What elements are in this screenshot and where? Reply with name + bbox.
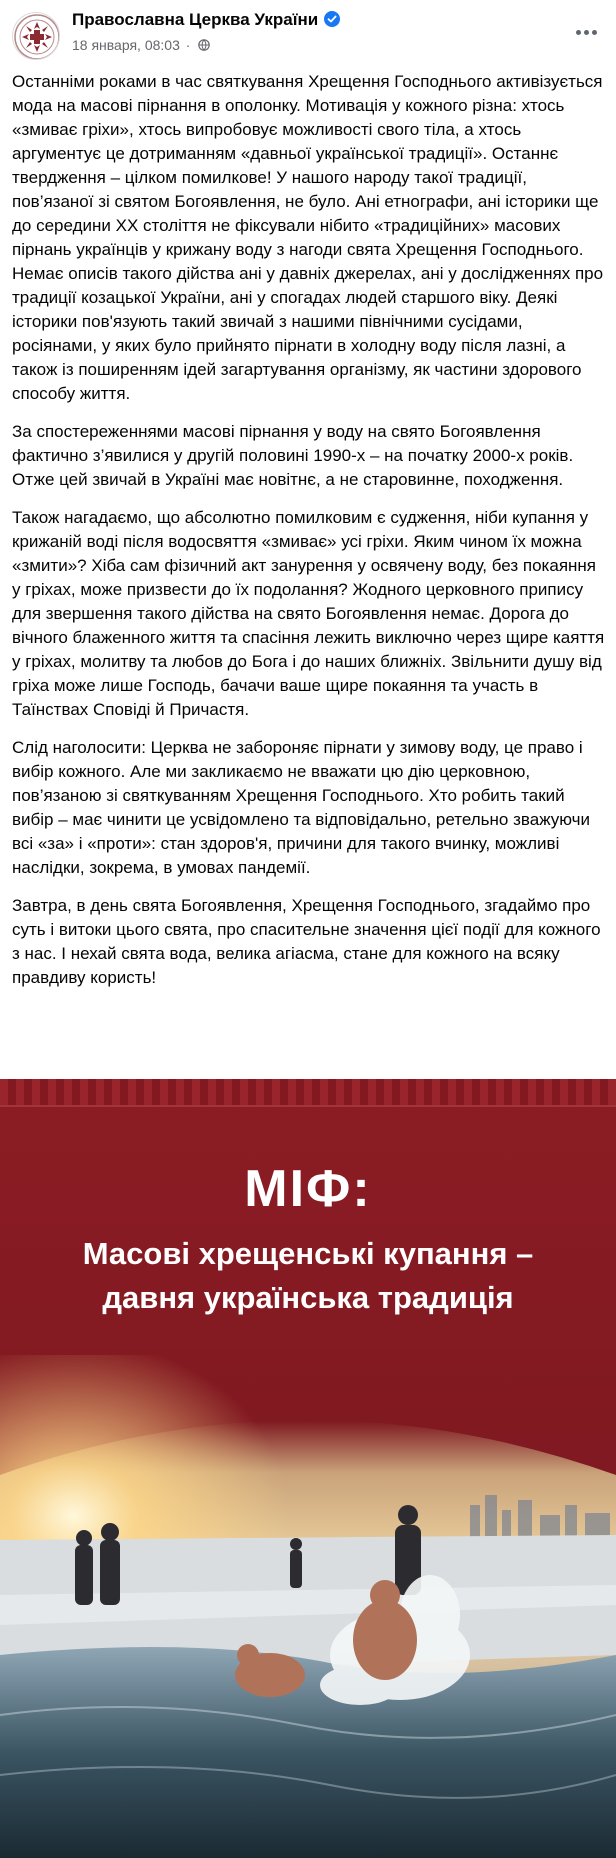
- globe-icon[interactable]: [198, 38, 210, 50]
- image-subtitle-line: давня українська традиція: [102, 1280, 514, 1315]
- post-header: [0, 0, 616, 64]
- verified-badge-icon: [324, 11, 340, 27]
- post-paragraph: Останніми роками в час святкування Хрещення Господнього активізується мода на масові пірнання в ополонку. Мотивація у кожного різна: хтось «змиває гріхи», хтось випробовує можливості свого тіла, а хтось аргументує це дотриманням «давньої української традиції». Останнє твердження – цілком помилкове! У нашого народу такої традиції, пов’язаної зі святом Богоявлення, не було. Ані етнографи, ані історики ще до середини XX століття не фіксували нібито «традиційних» масових пірнань українців у крижану воду з нагоди свята Хрещення Господнього. Немає описів такого дійства ані у давніх джерелах, ані у дослідженнях про традиції козацької України, ані у спогадах людей старшого віку. Деякі історики пов'язують такий звичай з нашими північними сусідами, росіянами, у яких було прийнято пірнати в холодну воду після лазні, а також із поширенням ідей загартування організму, як частини здорового способу життя.: [12, 72, 604, 403]
- post-date[interactable]: 18 января, 08:03: [72, 37, 180, 53]
- image-subtitle: [40, 1232, 576, 1320]
- image-title: МІФ:: [244, 1160, 372, 1218]
- post-meta: [72, 37, 210, 53]
- more-dot: [592, 30, 597, 35]
- church-emblem-icon[interactable]: [12, 12, 60, 60]
- ice-swimming-photo: [0, 1355, 616, 1858]
- page-name-link[interactable]: [72, 10, 340, 30]
- more-dot: [584, 30, 589, 35]
- ornament-line: [0, 1105, 616, 1107]
- image-subtitle-line: Масові хрещенські купання –: [82, 1236, 534, 1271]
- more-dot: [576, 30, 581, 35]
- post-paragraph: Слід наголосити: Церква не забороняє пірнати у зимову воду, це право і вибір кожного. Але ми закликаємо не вважати цю дію церковною, пов’язаною зі святкуванням Хрещення Господнього. Хто робить такий вибір – має чинити це усвідомлено та відповідально, ретельно зважуючи всі «за» і «проти»: стан здоров'я, причини для такого вчинку, можливі наслідки, зокрема, в умовах пандемії.: [12, 738, 590, 877]
- ornament-border: [0, 1079, 616, 1105]
- post-text: [12, 70, 608, 1004]
- meta-separator: ·: [185, 37, 191, 53]
- more-options-icon[interactable]: [570, 16, 602, 48]
- post-paragraph: Завтра, в день свята Богоявлення, Хрещення Господнього, згадаймо про суть і витоки цього свята, про спасительне значення цієї події для кожного з нас. І нехай свята вода, велика агіасма, стане для кожного на всяку правдиву користь!: [12, 896, 601, 987]
- post-paragraph: Також нагадаємо, що абсолютно помилковим є судження, ніби купання у крижаній воді після водосвяття «змиває» усі гріхи. Яким чином їх можна «змити»? Хіба сам фізичний акт занурення у освячену воду, без покаяння у гріхах, може призвести до їх подолання? Жодного церковного припису для звершення такого дійства на свято Богоявлення немає. Дорога до вічного блаженного життя та спасіння лежить виключно через щире каяття у гріхах, молитву та любов до Бога і до наших ближніх. Звільнити душу від гріха може лише Господь, бачачи ваше щире покаяння та участь в Таїнствах Сповіді й Причастя.: [12, 508, 605, 719]
- post-paragraph: За спостереженнями масові пірнання у воду на свято Богоявлення фактично з’явилися у другій половині 1990-х – на початку 2000-х років. Отже цей звичай в Україні має новітнє, а не старовинне, походження.: [12, 422, 574, 489]
- post-image[interactable]: [0, 1079, 616, 1858]
- page-name-label[interactable]: Православна Церква України: [72, 10, 319, 29]
